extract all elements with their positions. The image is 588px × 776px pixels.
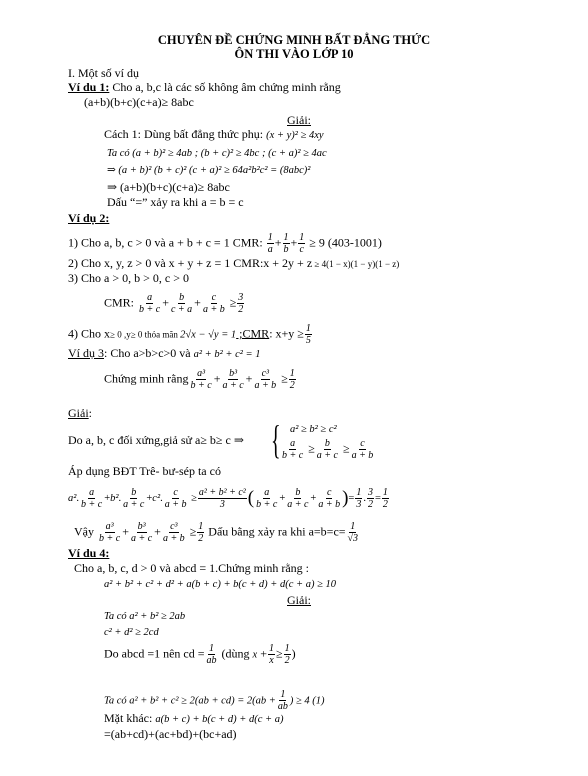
fraction: $\frac{\text{b³}}{a + c}$ [222,368,244,391]
given-math: Ta có (a + b)² ≥ 4ab ; (b + c)² ≥ 4bc ; (c + a)² ≥ 4ac [107,148,327,159]
fraction: $\frac{\text{c³}}{a + b}$ [162,521,185,544]
fraction: $\frac{c}{a + b}$ [164,487,187,510]
fraction: $\frac{a}{b + c}$ [139,292,161,315]
given-line [107,145,327,161]
fraction: $\frac{1}{ab}$ [277,689,288,712]
fraction: $\frac{b}{a + c}$ [123,487,145,510]
implication-2: ⇒ (a+b)(b+c)(c+a)≥ 8abc [107,180,230,194]
symmetry-line: Do a, b, c đối xứng,giả sử a≥ b≥ c ⇒ [68,433,244,447]
fraction: $\frac{\text{c³}}{a + b}$ [254,368,277,391]
fraction: $\frac{1}{2}$ [382,487,388,510]
solution-4-line-4: Ta có a² + b² + c² ≥ 2(ab + cd) = 2(ab + $\frac{1}{ab}$ ) ≥ 4 (1) [104,689,325,712]
solution-4-line-5: Mặt khác: a(b + c) + b(c + d) + d(c + a) [104,711,284,725]
fraction: $\frac{b}{c + a}$ [170,292,193,315]
problem-2-3-cmr: CMR: $\frac{a}{b + c}$ + $\frac{b}{c + a}$ + $\frac{c}{a + b}$ ≥ $\frac{3}{2}$ [104,292,244,315]
cmr-label: CMR: [104,295,135,310]
fraction: $\frac{1}{ab}$ [206,643,217,666]
fraction: $\frac{c}{a + b}$ [318,487,341,510]
doc-title: CHUYÊN ĐỀ CHỨNG MINH BẤT ĐẲNG THỨC [157,33,431,47]
problem-2-2 [68,256,399,271]
problem-2-1: 1) Cho a, b, c > 0 và a + b + c = 1 CMR: $\frac{1}{a}$ + $\frac{1}{b}$ + $\frac{1}{c}$ ≥ 9 (403-1001) [68,232,382,255]
fraction: $\frac{1}{2}$ [289,368,295,391]
problem-2-1-text: 1) Cho a, b, c > 0 và a + b + c = 1 CMR: [68,235,263,250]
example-1-inequality: (a+b)(b+c)(c+a)≥ 8abc [84,95,194,109]
fraction: $\frac{a}{b + c}$ [282,438,304,461]
system-brace: { [271,417,281,462]
implication-1 [107,162,310,178]
fraction: $\frac{b}{a + c}$ [287,487,309,510]
doc-subtitle: ÔN THI VÀO LỚP 10 [234,47,354,61]
fraction: $\frac{1}{5}$ [305,323,311,346]
example-3: Ví dụ 3: Cho a>b>c>0 và a² + b² + c² = 1 [68,346,261,360]
fraction: $\frac{b}{a + c}$ [316,438,338,461]
fraction: $\frac{3}{2}$ [238,292,244,315]
fraction: $\frac{1}{2}$ [284,643,290,666]
chebyshev-inequality: a². $\frac{a}{b + c}$ +b². $\frac{b}{a + c}$ +c². $\frac{c}{a + b}$ ≥ $\frac{\text{a² + b² + c²}}{3}$ ( $\frac{a}{b + c}$ + $\frac{b}{a + c}$ + $\frac{c}{a + b}$ )= $\frac{1}{3}$ . $\frac{3}{2}$ = $\frac{1}{2}$ [68,487,388,510]
section-heading: I. Một số ví dụ [68,66,140,80]
method-1-text: Cách 1: Dùng bất đẳng thức phụ: [104,127,267,141]
example-3-label: Ví dụ 3 [68,346,104,360]
fraction: $\frac{1}{√3}$ [347,521,359,544]
fraction: $\frac{1}{c}$ [299,232,305,255]
example-4-text: Cho a, b, c, d > 0 và abcd = 1.Chứng minh rằng : [74,561,310,575]
chebyshev-line: Áp dụng BĐT Trê- bư-sép ta có [68,464,221,478]
solution-heading-3: Giải: [287,593,311,607]
fraction: $\frac{c}{a + b}$ [202,292,225,315]
problem-2-1-tail: ≥ 9 (403-1001) [309,235,382,250]
example-1-label: Ví du 1: [68,80,110,94]
solution-4-line-1: Ta có a² + b² ≥ 2ab [104,611,186,622]
fraction: $\frac{c}{a + b}$ [351,438,374,461]
example-4-inequality: a² + b² + c² + d² + a(b + c) + b(c + d) + d(c + a) ≥ 10 [104,579,336,590]
fraction: $\frac{1}{3}$ [356,487,362,510]
method-1-math: (x + y)² ≥ 4xy [266,130,324,141]
example-4-label: Ví du 4: [68,546,110,560]
fraction: $\frac{1}{a}$ [267,232,273,255]
problem-2-3: 3) Cho a > 0, b > 0, c > 0 [68,271,189,285]
fraction: $\frac{1}{x}$ [268,643,274,666]
solution-4-line-6: =(ab+cd)+(ac+bd)+(bc+ad) [104,727,237,741]
system-line-2: $\frac{a}{b + c}$ ≥ $\frac{b}{a + c}$ ≥ $\frac{c}{a + b}$ [282,438,374,461]
problem-2-4: 4) Cho x≥ 0 ,y≥ 0 thỏa mãn 2√x − √y = 1 ;CMR: x+y ≥ $\frac{1}{5}$ [68,323,311,346]
example-2-label: Ví dụ 2: [68,211,110,225]
example-3-claim: Chứng minh rằng $\frac{\text{a³}}{b + c}$ + $\frac{\text{b³}}{a + c}$ + $\frac{\text{c³}}{a + b}$ ≥ $\frac{1}{2}$ [104,368,295,391]
conclusion-line: Vậy $\frac{\text{a³}}{b + c}$ + $\frac{\text{b³}}{a + c}$ + $\frac{\text{c³}}{a + b}$ ≥ $\frac{1}{2}$ Dấu bằng xảy ra khi a=b=c= $\frac{1}{√3}$ [74,521,359,544]
example-1-text: Cho a, b,c là các số không âm chứng minh rằng [109,80,341,94]
fraction: $\frac{\text{b³}}{a + c}$ [130,521,153,544]
method-1-line [104,127,324,143]
fraction: $\frac{1}{2}$ [198,521,204,544]
solution-heading-1: Giải: [287,113,311,127]
fraction: $\frac{\text{a³}}{b + c}$ [190,368,212,391]
implication-1-math: ⇒ (a + b)² (b + c)² (c + a)² ≥ 64a²b²c² = (8abc)² [107,165,311,176]
fraction: $\frac{\text{a³}}{b + c}$ [99,521,121,544]
example-1 [68,80,341,94]
fraction: $\frac{a}{b + c}$ [256,487,278,510]
solution-heading-2: Giải: [68,406,93,420]
fraction: $\frac{1}{b}$ [283,232,289,255]
equality-condition: Dấu “=” xảy ra khi a = b = c [107,195,244,209]
solution-4-line-2: c² + d² ≥ 2cd [104,627,159,638]
problem-2-2-text: 2) Cho x, y, z > 0 và x + y + z = 1 CMR:x + 2y + z [68,256,313,270]
fraction: $\frac{\text{a² + b² + c²}}{3}$ [198,487,246,510]
fraction: $\frac{3}{2}$ [367,487,373,510]
system-line-1: a² ≥ b² ≥ c² [290,424,337,435]
problem-2-2-math: ≥ 4(1 − x)(1 − y)(1 − z) [312,259,400,269]
fraction: $\frac{a}{b + c}$ [81,487,103,510]
solution-4-line-3: Do abcd =1 nên cd = $\frac{1}{ab}$ (dùng x + $\frac{1}{x}$ ≥ $\frac{1}{2}$ ) [104,643,296,666]
